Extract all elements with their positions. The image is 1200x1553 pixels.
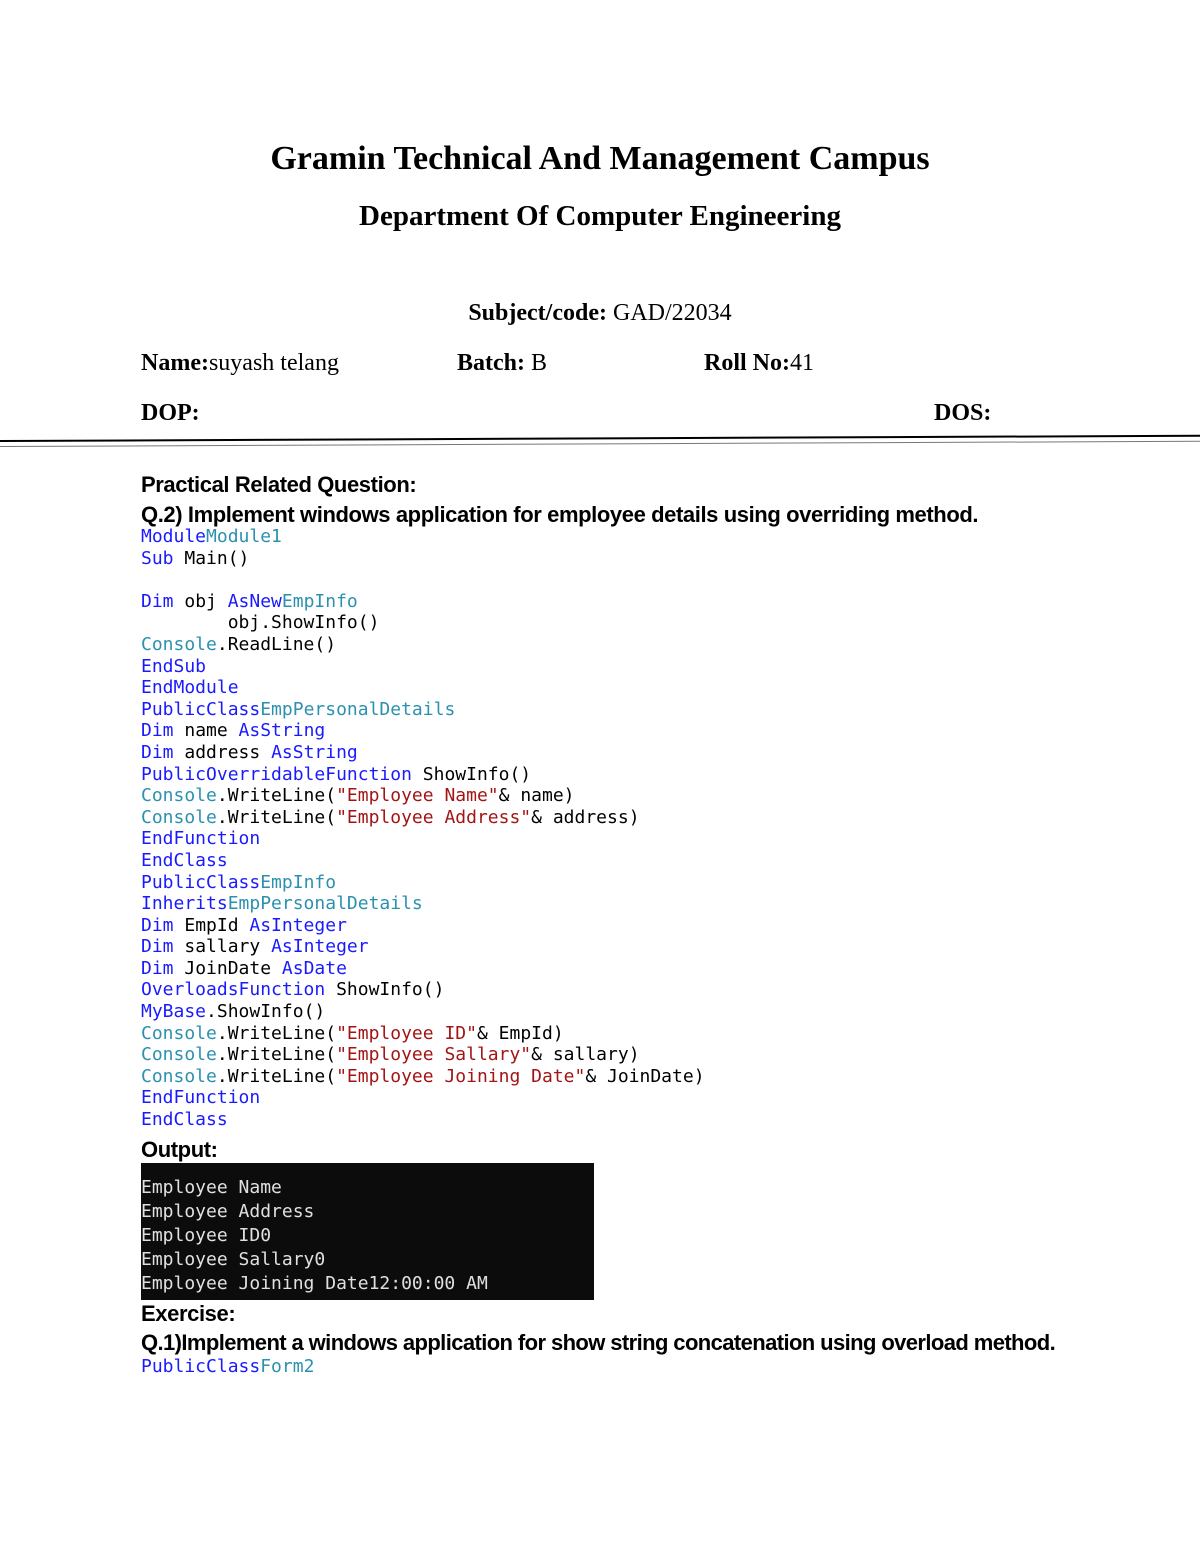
code-token: Main() (173, 547, 250, 569)
code-token: & address) (531, 806, 640, 828)
batch-value: B (525, 350, 548, 376)
code-line (141, 656, 705, 678)
code-line (141, 785, 705, 807)
code-token: ShowInfo() (325, 979, 445, 1001)
code-line (141, 742, 705, 764)
code-token: PublicClass (141, 871, 261, 893)
code-token: Module (141, 526, 207, 547)
code-token: EmpPersonalDetails (260, 698, 456, 720)
code-line (141, 1023, 705, 1045)
code-token: & name) (498, 785, 575, 807)
console-line: Employee Joining Date12:00:00 AM (141, 1273, 488, 1294)
code-token: & sallary) (531, 1044, 640, 1066)
console-line: Employee ID0 (141, 1225, 272, 1246)
code-token: AsString (271, 741, 358, 763)
code-token: MyBase (141, 1001, 207, 1023)
code-token: .WriteLine( (216, 1044, 337, 1066)
console-output (141, 1163, 594, 1300)
code-token: sallary (173, 936, 272, 958)
code-line (141, 936, 705, 958)
code-line (141, 720, 705, 742)
code-token: .WriteLine( (216, 806, 337, 828)
exercise-heading: Exercise: (141, 1301, 236, 1326)
code-token: Console (141, 806, 217, 828)
code-line (141, 1087, 705, 1109)
code-token: "Employee Name" (336, 785, 499, 807)
code-token: Console (141, 785, 217, 807)
code-listing (141, 526, 705, 1131)
dos (934, 400, 991, 427)
code-token: Sub (141, 547, 174, 569)
code-token: .ReadLine() (216, 633, 337, 655)
code-line (141, 893, 705, 915)
code-token: "Employee Joining Date" (336, 1065, 586, 1087)
code-token: Inherits (141, 893, 228, 915)
code-line (141, 1044, 705, 1066)
code-token: PublicOverridableFunction (141, 763, 412, 785)
question-text: Q.2) Implement windows application for employee details using overriding method. (141, 502, 979, 527)
dop-label: DOP: (141, 400, 200, 426)
code-line (141, 850, 705, 872)
institution-title: Gramin Technical And Management Campus (270, 140, 930, 177)
batch-label: Batch: (457, 350, 525, 376)
dop (141, 400, 200, 427)
code-line (141, 569, 705, 591)
code-line (141, 807, 705, 829)
code-token: .WriteLine( (216, 785, 337, 807)
code-line (141, 526, 705, 548)
subject-code (0, 300, 1200, 327)
code-token: Console (141, 633, 217, 655)
code-line (141, 699, 705, 721)
code-token: EmpInfo (281, 590, 358, 612)
name-value: suyash telang (208, 350, 339, 376)
code-token: "Employee Address" (336, 806, 532, 828)
code-token: "Employee Sallary" (336, 1044, 532, 1066)
code-line (141, 764, 705, 786)
code-token: name (173, 720, 239, 742)
practical-heading: Practical Related Question: (141, 472, 417, 497)
code-token: EndClass (141, 849, 228, 871)
code-token: Dim (141, 720, 174, 742)
console-line: Employee Address (141, 1201, 315, 1222)
roll-value: 41 (790, 350, 814, 376)
code-line (141, 1001, 705, 1023)
exercise-code-listing (141, 1356, 314, 1378)
code-token: Console (141, 1044, 217, 1066)
code-token: "Employee ID" (336, 1022, 477, 1044)
dos-label: DOS: (934, 400, 992, 426)
code-token: AsNew (227, 590, 282, 612)
code-token: EndFunction (141, 1087, 261, 1109)
code-line (141, 915, 705, 937)
code-token: PublicClass (141, 1356, 261, 1377)
code-token: EmpInfo (260, 871, 337, 893)
code-token: PublicClass (141, 698, 261, 720)
roll-label: Roll No: (704, 350, 790, 376)
code-token: EndSub (141, 655, 207, 677)
code-line (141, 828, 705, 850)
code-line (141, 872, 705, 894)
code-token: EmpId (173, 914, 250, 936)
code-token: Module1 (206, 526, 282, 547)
code-token: Console (141, 1022, 217, 1044)
code-line (141, 612, 705, 634)
code-line (141, 548, 705, 570)
code-token: & JoinDate) (585, 1065, 705, 1087)
code-token: Dim (141, 914, 174, 936)
code-token: EndFunction (141, 828, 261, 850)
department-title: Department Of Computer Engineering (359, 200, 841, 232)
student-name (141, 350, 339, 377)
code-token: & EmpId) (476, 1022, 564, 1044)
code-token: JoinDate (173, 957, 282, 979)
code-token: Console (141, 1065, 217, 1087)
code-token: EndModule (141, 677, 239, 699)
code-token: obj (173, 590, 228, 612)
exercise-question: Q.1)Implement a windows application for show string concatenation using overload method. (141, 1330, 1056, 1355)
console-line: Employee Sallary0 (141, 1249, 326, 1270)
code-token: Dim (141, 741, 174, 763)
subject-value: GAD/22034 (606, 300, 732, 326)
code-token: OverloadsFunction (141, 979, 326, 1001)
code-token: AsInteger (271, 936, 369, 958)
code-line (141, 1356, 314, 1378)
output-heading: Output: (141, 1137, 218, 1162)
code-line (141, 677, 705, 699)
header-divider-shadow (0, 441, 1200, 447)
code-token: .WriteLine( (216, 1022, 337, 1044)
code-token: address (173, 741, 272, 763)
code-token: EndClass (141, 1109, 228, 1131)
code-token: .WriteLine( (216, 1065, 337, 1087)
name-label: Name: (141, 350, 209, 376)
code-token: AsDate (281, 957, 347, 979)
console-line: Employee Name (141, 1177, 282, 1198)
code-line (141, 634, 705, 656)
code-token: .ShowInfo() (206, 1001, 326, 1023)
code-line (141, 1066, 705, 1088)
code-token: AsString (238, 720, 326, 742)
code-line (141, 979, 705, 1001)
roll-number (704, 350, 814, 377)
code-token: obj.ShowInfo() (141, 612, 380, 634)
code-line (141, 591, 705, 613)
batch (457, 350, 547, 377)
code-token: Form2 (260, 1356, 315, 1377)
subject-label: Subject/code: (468, 300, 607, 326)
code-line (141, 1109, 705, 1131)
code-token: AsInteger (249, 914, 347, 936)
code-token: Dim (141, 957, 174, 979)
code-token: Dim (141, 590, 174, 612)
code-token: Dim (141, 936, 174, 958)
code-line (141, 958, 705, 980)
code-token: ShowInfo() (411, 763, 532, 785)
code-token: EmpPersonalDetails (227, 893, 423, 915)
